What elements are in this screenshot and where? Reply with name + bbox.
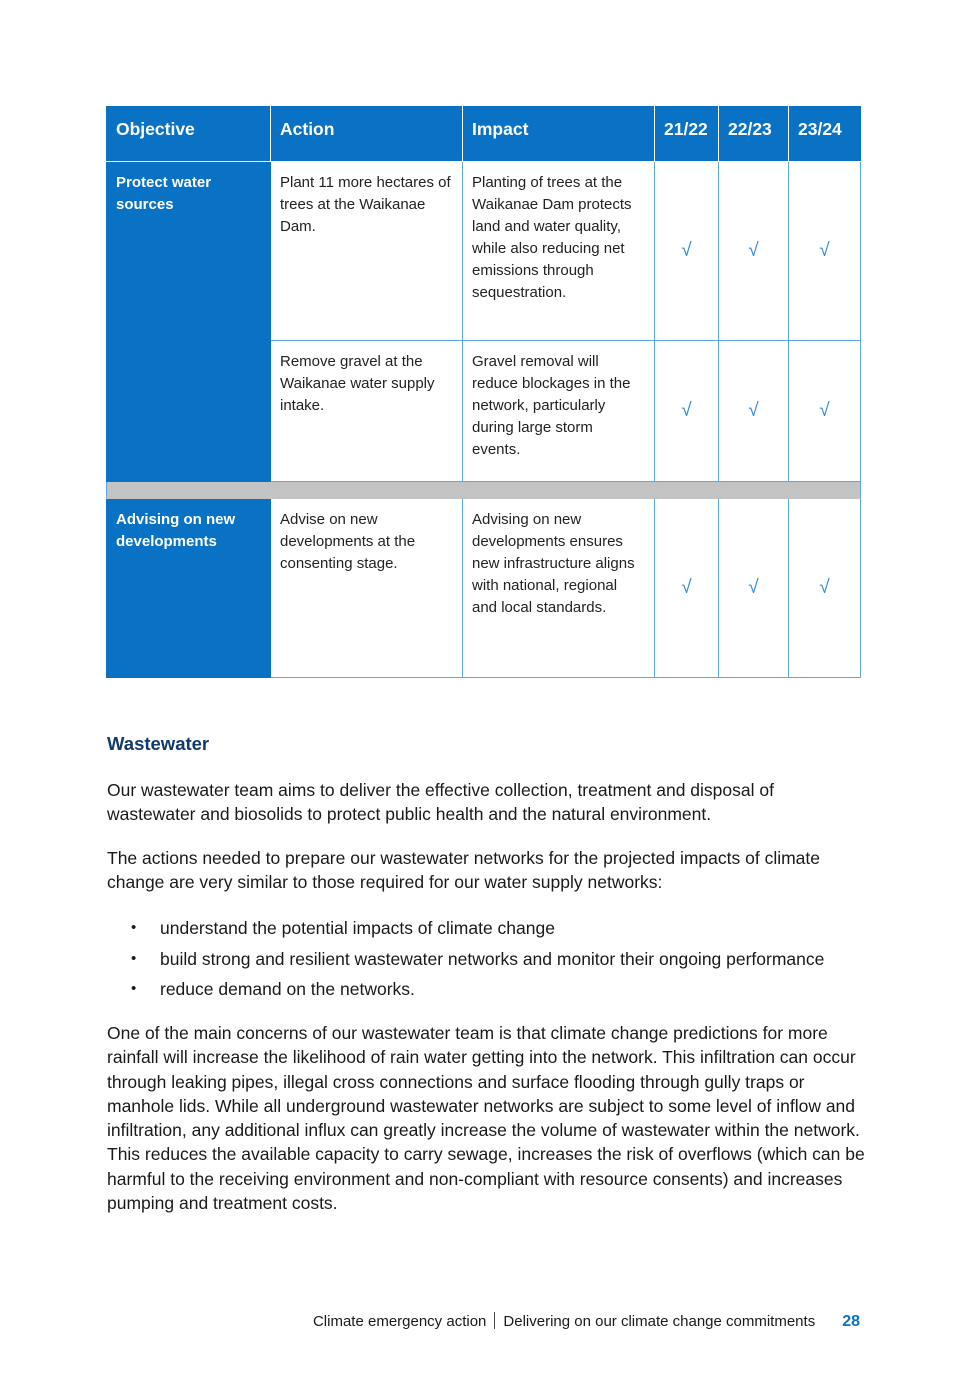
tick-mark: √ [655, 499, 719, 678]
list-item-text: build strong and resilient wastewater networks and monitor their ongoing performance [160, 948, 825, 969]
table-row [107, 499, 861, 678]
tick-mark: √ [789, 499, 861, 678]
page-footer [313, 1312, 860, 1332]
tick-mark: √ [719, 341, 789, 482]
tick-mark: √ [719, 499, 789, 678]
objective-cell: Protect water sources [107, 162, 271, 482]
action-cell: Remove gravel at the Waikanae water supply intake. [271, 341, 463, 482]
objectives-table [106, 106, 861, 678]
bullet-icon: • [131, 919, 137, 936]
action-cell: Advise on new developments at the consenting stage. [271, 499, 463, 678]
header-objective: Objective [107, 107, 271, 162]
table-header-row [107, 107, 861, 162]
footer-separator [494, 1312, 495, 1329]
header-year-2324: 23/24 [789, 107, 861, 162]
header-year-2223: 22/23 [719, 107, 789, 162]
header-impact: Impact [463, 107, 655, 162]
list-item [107, 947, 887, 971]
header-year-2122: 21/22 [655, 107, 719, 162]
list-item-text: understand the potential impacts of climate change [160, 918, 555, 938]
spacer-cell [107, 482, 861, 499]
table-row [107, 162, 861, 341]
tick-mark: √ [789, 162, 861, 341]
tick-mark: √ [789, 341, 861, 482]
list-item [107, 977, 887, 1001]
actions-paragraph: The actions needed to prepare our wastewater networks for the projected impacts of climate change are very similar to those required for our water supply networks: [107, 848, 821, 893]
footer-doc-title: Climate emergency action [312, 1313, 487, 1330]
tick-mark: √ [719, 162, 789, 341]
impact-cell: Planting of trees at the Waikanae Dam protects land and water quality, while also reducing net emissions through sequestration. [463, 162, 655, 341]
intro-paragraph: Our wastewater team aims to deliver the effective collection, treatment and disposal of wastewater and biosolids to protect public health and the natural environment. [107, 780, 774, 825]
tick-mark: √ [655, 162, 719, 341]
list-item [107, 916, 887, 940]
impact-cell: Advising on new developments ensures new infrastructure aligns with national, regional and local standards. [463, 499, 655, 678]
section-heading: Wastewater [107, 733, 210, 754]
header-action: Action [271, 107, 463, 162]
page-number: 28 [842, 1313, 860, 1330]
objective-cell: Advising on new developments [107, 499, 271, 678]
table-spacer-row [107, 482, 861, 499]
tick-mark: √ [655, 341, 719, 482]
bullet-icon: • [131, 980, 137, 997]
impact-cell: Gravel removal will reduce blockages in the network, particularly during large storm events. [463, 341, 655, 482]
bullet-icon: • [131, 949, 137, 967]
concerns-paragraph: One of the main concerns of our wastewater team is that climate change predictions for more rainfall will increase the likelihood of rain water getting into the network. This infiltration can occur through leaking pipes, illegal cross connections and surface flooding through gully traps or manhole lids. While all underground wastewater networks are subject to some level of inflow and infiltration, any additional influx can greatly increase the volume of wastewater within the network. This reduces the available capacity to carry sewage, increases the risk of overflows (which can be harmful to the receiving environment and non-compliant with resource consents) and increases pumping and treatment costs. [107, 1023, 865, 1214]
action-cell: Plant 11 more hectares of trees at the Waikanae Dam. [271, 162, 463, 341]
list-item-text: reduce demand on the networks. [160, 979, 415, 999]
bullet-list [107, 916, 887, 1008]
footer-section-title: Delivering on our climate change commitments [503, 1313, 816, 1330]
